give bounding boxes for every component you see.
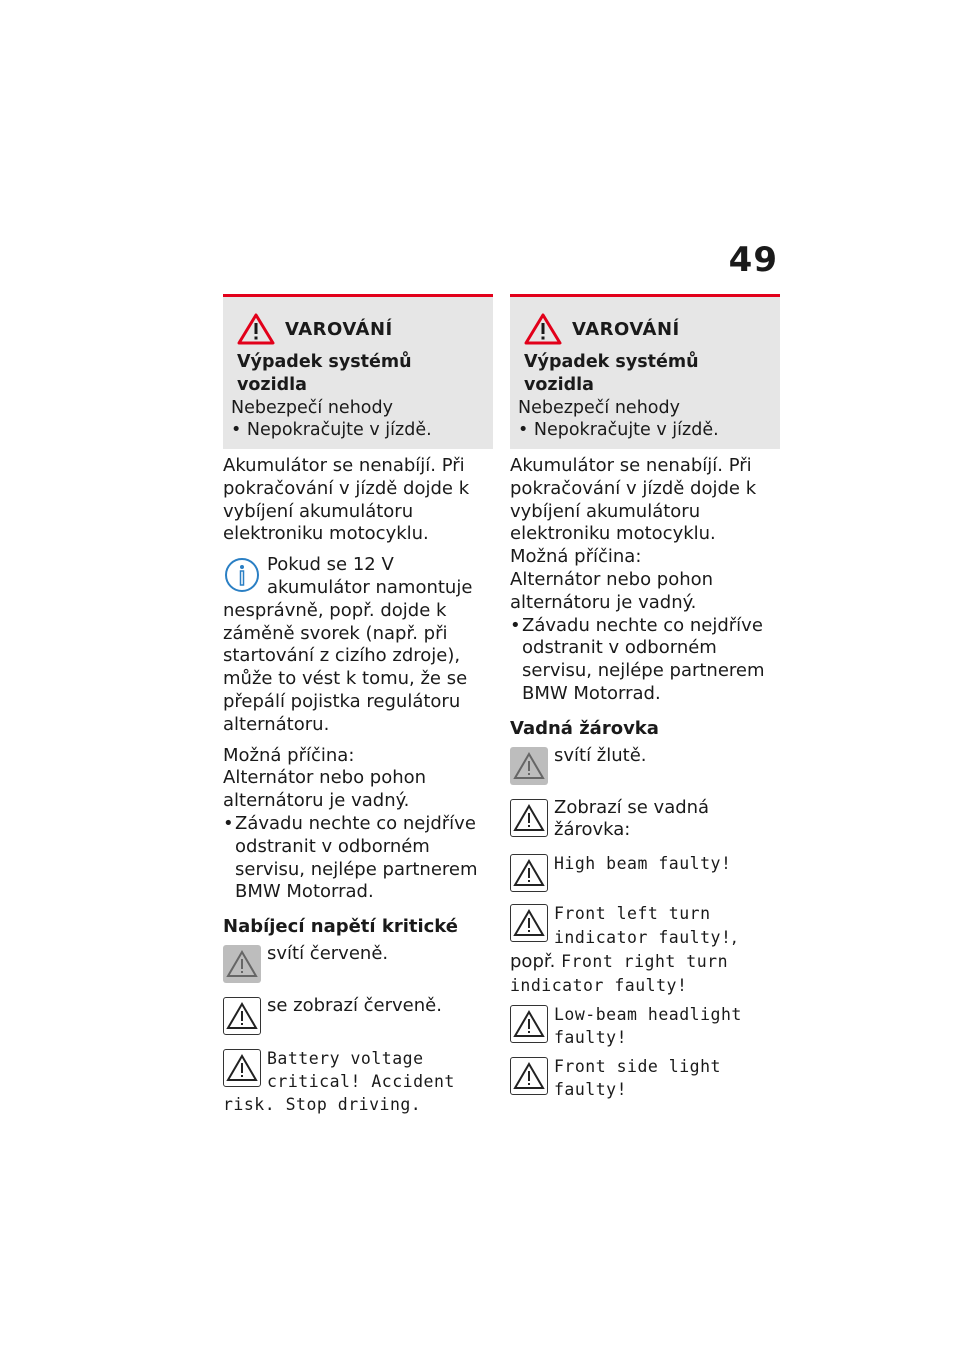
indicator-text: Zobrazí se vadná žárovka:: [554, 796, 710, 841]
display-message: High beam faulty!: [554, 854, 732, 874]
cause-label: Možná příčina:: [223, 744, 355, 766]
display-message: Low-beam headlight faulty!: [554, 1005, 742, 1048]
warning-line: • Nepokračujte v jízdě.: [231, 420, 432, 440]
warning-box: [223, 294, 493, 449]
section-heading: Vadná žárovka: [510, 717, 659, 739]
warning-title: VAROVÁNÍ: [572, 318, 680, 340]
cause-label: Možná příčina:: [510, 546, 642, 568]
info-icon: [223, 556, 261, 594]
warning-line: Nebezpečí nehody: [518, 398, 680, 418]
warning-title: VAROVÁNÍ: [285, 318, 393, 340]
page-number: 49: [728, 240, 778, 280]
warning-line: • Nepokračujte v jízdě.: [518, 420, 719, 440]
info-text: Pokud se 12 V akumulátor namontuje nesprávně, popř. dojde k záměně svorek (např. při startování z cizího zdroje), může to vést k tomu, že se přepálí pojistka regulátoru alternátoru.: [223, 554, 473, 735]
warning-line: Nebezpečí nehody: [231, 398, 393, 418]
warning-subtitle: Výpadek systémů vozidla: [237, 352, 412, 395]
warning-triangle-icon: [237, 313, 275, 345]
warning-box: [510, 294, 780, 449]
indicator-text: svítí červeně.: [267, 942, 389, 964]
paragraph: Akumulátor se nenabíjí. Při pokračování v jízdě dojde k vybíjení akumulátoru elektroniku motocyklu.: [223, 455, 470, 545]
warning-triangle-icon: [524, 313, 562, 345]
indicator-text: se zobrazí červeně.: [267, 994, 442, 1016]
display-message: Front left turn indicator faulty!: [554, 904, 732, 947]
display-warning-icon: [510, 854, 548, 892]
separator-text: , popř.: [510, 926, 738, 972]
display-warning-icon: [223, 1049, 261, 1087]
display-message: Front side light faulty!: [554, 1057, 721, 1100]
display-message: Battery voltage critical! Accident risk. Stop driving.: [223, 1048, 455, 1114]
display-warning-icon: [223, 997, 261, 1035]
left-column: [223, 294, 493, 1116]
display-warning-icon: [510, 1005, 548, 1043]
list-item: • Závadu nechte co nejdříve odstranit v odborném servisu, nejlépe partnerem BMW Motorrad.: [510, 615, 780, 706]
display-warning-icon: [510, 904, 548, 942]
paragraph: Akumulátor se nenabíjí. Při pokračování v jízdě dojde k vybíjení akumulátoru elektroniku motocyklu.: [510, 455, 757, 545]
right-column: [510, 294, 780, 1101]
section-heading: Nabíjecí napětí kritické: [223, 916, 459, 938]
cause-text: Alternátor nebo pohon alternátoru je vadný.: [510, 568, 714, 613]
cause-text: Alternátor nebo pohon alternátoru je vadný.: [223, 767, 427, 812]
indicator-text: svítí žlutě.: [554, 744, 647, 766]
display-message: Front right turn indicator faulty!: [510, 951, 729, 995]
warning-lamp-icon: [223, 945, 261, 983]
warning-subtitle: Výpadek systémů vozidla: [524, 352, 699, 395]
warning-lamp-icon: [510, 747, 548, 785]
display-warning-icon: [510, 799, 548, 837]
info-note: [223, 554, 493, 736]
display-warning-icon: [510, 1057, 548, 1095]
list-item: • Závadu nechte co nejdříve odstranit v odborném servisu, nejlépe partnerem BMW Motorrad.: [223, 813, 493, 904]
